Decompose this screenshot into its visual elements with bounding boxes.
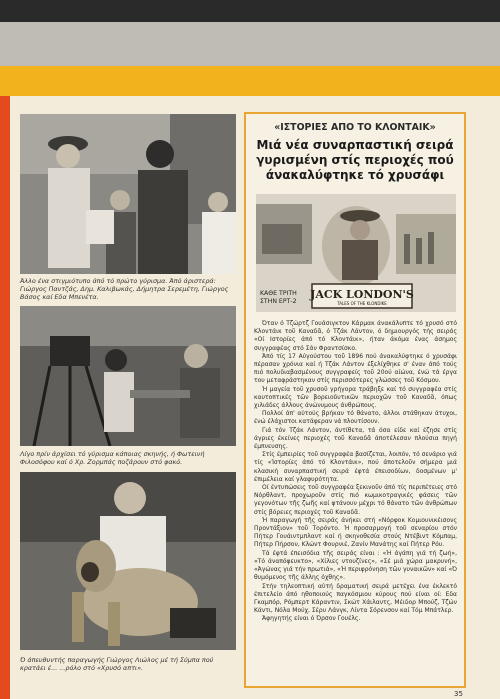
photo-on-set [20,306,236,446]
article-paragraph: Στήν τηλεοπτική αὐτή δραματική σειρά μετέχει ένα έκλεκτό έπιτελείο άπό ηθοποιούς παγκόσμιου κύρους πού είναι οί: Εδα Γκαμπόρ, Ρόμπερτ Κάραντιν, Σκώτ Χάιλαντς, Μέιδορ Μπούζ, Τζών Κάντι, Νόλα Μούχ, Σέρυ Λάνγκ, Λίντα Σόρενσον καί Τόμ Μπάτλερ. [254,582,457,615]
article-paragraph: Πολλοί άπ' αὐτούς βρήκαν τό θάνατο, άλλοι στάθηκαν άτυχοι, ένώ έλάχιστοι κατάφεραν νά πλουτίσουν. [254,410,457,426]
photo-producer-dog [20,472,236,650]
top-dark-band [0,0,500,22]
article-paragraph: Ή παραγωγή τῆς σειράς άνήκει στή «Νόρφοκ Κομιουνικέισονς Προντάξιον» τοῦ Τορόντο. Ή προσαρμογή τοῦ σεναρίου στόν Πήτερ Γουάιντμπλαντ καί ή σκηνοθεσία στούς Ντέβιντ Κόμπαμ, Πήτερ Πήρσον, Κλώντ Φουρνιέ, Ζανίν Μανάτης καί Πήτερ Ρόυ. [254,516,457,549]
page-number: 35 [454,690,463,698]
article-paragraph: Οί έντυπώσεις τοῦ συγγραφέα ξεκινοῦν άπό τίς περιπέτειες στό Νόρθλαντ, προχωροῦν στίς πιό κωμικοτραγικές φάσεις τῶν γεγονότων τῆς ζωῆς καί φτάνουν μέχρι τό θάνατο τῶν άνθρώπων στίς βόρειες περιοχές τοῦ Καναδᾶ. [254,484,457,516]
photo-caption-3: Ό άπευθυντής παραγωγής Γιώργος Λιώλος μέ τή Σύμπα πού κρατάει έ... ...ρόλο στό «Χρυσό απτι». [20,656,214,672]
photo-cast-group [20,114,236,274]
poster-brand-text: JACK LONDON'S [310,288,414,301]
photo-on-set-image [20,306,236,446]
left-color-strip [0,96,10,699]
article-paragraph: Άπό τίς 17 Αὐγούστου τοῦ 1896 πού άνακαλύφτηκε ό χρυσάφι πέρασαν χρόνια καί ή Τζάκ Λάντον έξελίχθηκε σ' έναν άπό τούς πιό πολυδιαβασμένους συγγραφείς τοῦ 20ού αίώνα, ένώ τά έργα του μεταφράστηκαν στίς περισσότερες γλώσσες τοῦ Κόσμου. [254,352,457,385]
article-paragraph: Γιά τόν Τζάκ Λάντον, άντίθετα, τά όσα είδε καί έζησε στίς άγριες έκείνες περιοχές τοῦ Καναδᾶ άποτέλεσαν πλούσια πηγή έμπνευσης. [254,426,457,451]
photo-caption-1: Άλλο ένα στιγμιότυπο άπό τό πρώτο γύρισμα. Άπό άριστερά: Γιώργος Παντζάς, Δημ. Καλιβωκάς, Δήμητρα Σερεμέτη, Γιώργος Βάσος καί Εδα Μπενέτα. [20,277,229,301]
article-paragraph: Όταν ό Τζώρτζ Γουάσιγκτον Κάρμακ άνακάλυπτε τό χρυσό στό Κλοντάικ τοῦ Καναδᾶ, ό Τζάκ Λάντον, ό δημιουργός τής σειράς «Οί Ιστορίες άπό τό Κλοντάικ», ήταν άκόμα ένας άσημος συγγραφέας στό Σάν Φραντσίσκο. [254,320,457,352]
article-paragraph: Άφηγητής είναι ό Όρσον Γουέλς. [262,615,361,623]
poster-subtitle-text: TALES OF THE KLONDIKE [337,301,387,306]
top-yellow-band [0,66,500,96]
article-paragraph: Τά έφτά έπεισόδια τῆς σειράς είναι : «Ή άγάπη γιά τή ζωή», «Τό άναπόφευκτο», «Χίλιες ντουζίνες», «Σέ μιά χώρα μακρυνή», «Άγώνας γιά τήν πρωτιά», «Ή περιφρόνηση τῶν γυναικῶν» καί «Ό θυμόμενος τῆς άλλης όχθης». [254,549,457,582]
photo-producer-dog-image [20,472,236,650]
photo-caption-2: Λίγο πρίν άρχίσει τό γύρισμα κάποιας σκηνής, ή Φωτεινή Φιλοσόφου καί ό Χρ. Ζορμπάς ποζάρουν στό φακό. [20,450,205,466]
article-paragraph: Ή μαγεία τοῦ χρυσοῦ γρήγορα τράβηξε καί τό συγγραφέα στίς καυτοπτικές τῶν βορειοδυτικῶν περιοχῶν τοῦ Καναδᾶ, όπως χιλιάδες άλλους άνώνυμους άνθρώπους. [254,385,457,410]
article-box [244,112,466,688]
photo-cast-group-image [20,114,236,274]
article-kicker: «ΙΣΤΟΡΙΕΣ ΑΠΟ ΤΟ ΚΛΟΝΤΑΙΚ» [274,122,436,133]
top-gray-band [0,22,500,66]
article-headline: Μιά νέα συναρπαστική σειρά γυρισμένη στίς περιοχές πού άνακαλύφτηκε τό χρυσάφι [256,138,454,182]
broadcast-schedule: ΚΑΘΕ ΤΡΙΤΗ ΣΤΗΝ ΕΡΤ-2 [260,290,297,305]
article-body [254,320,457,624]
article-paragraph: Στίς έμπειρίες τοῦ συγγραφέα βασίζεται, λοιπόν, τό σενάριο γιά τίς «Ίστορίες άπό τό Κλοντάικ», πού άποτελοῦν σήμερα μιά κλασική συναρπαστική σειρά έφτά έπεισοδίων, δοσμένων μ' έπιμέλεια καί γλαφυρότητα. [254,451,457,483]
